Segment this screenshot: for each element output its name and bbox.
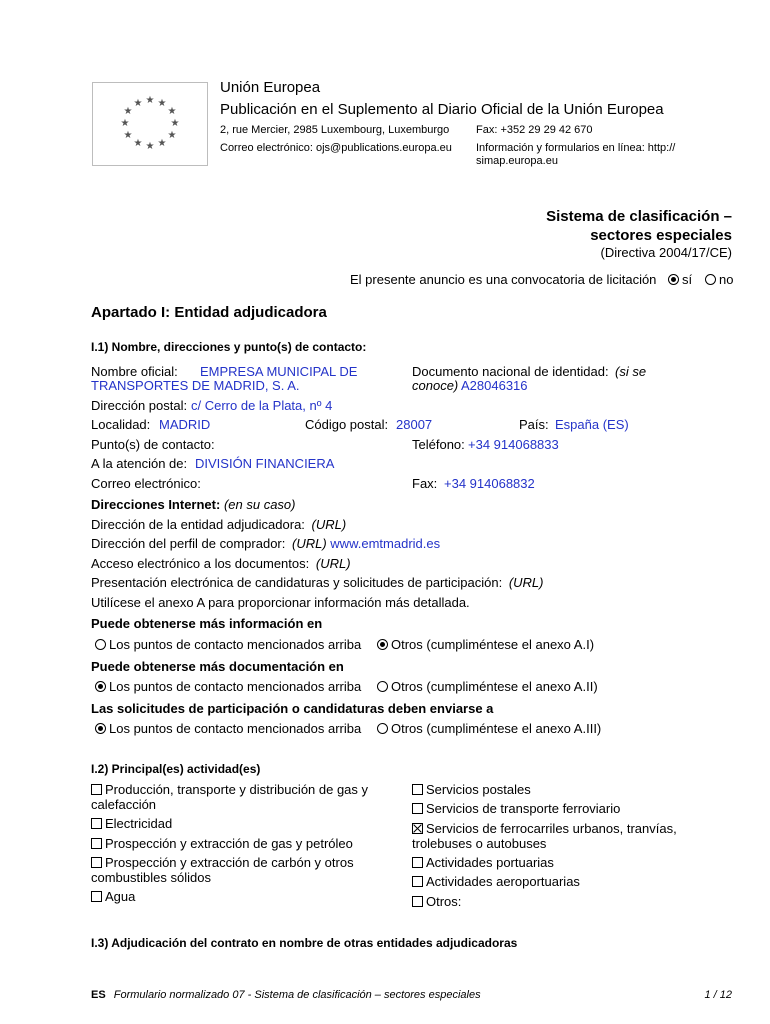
svg-text:★: ★ <box>170 118 180 129</box>
e-submission-url-hint: (URL) <box>508 575 544 590</box>
directive: (Directiva 2004/17/CE) <box>600 245 732 260</box>
activity-label: Otros: <box>426 894 462 909</box>
postal-label: Dirección postal: <box>91 398 188 413</box>
id-hint-1: (si se <box>615 364 647 379</box>
entity-address-url-hint: (URL) <box>311 517 347 532</box>
locality-value: MADRID <box>159 417 211 432</box>
docs-access-label: Acceso electrónico a los documentos: <box>91 556 310 571</box>
option-label: Otros (cumpliméntese el anexo A.III) <box>391 721 602 736</box>
info-line-2: simap.europa.eu <box>476 155 558 167</box>
org-name: Unión Europea <box>220 79 321 96</box>
fax-value: +34 914068832 <box>444 476 535 491</box>
checkbox-icon[interactable] <box>412 876 423 887</box>
id-value: A28046316 <box>461 378 528 393</box>
activity-label-cont: trolebuses o autobuses <box>412 836 547 851</box>
subsection-1-1: I.1) Nombre, direcciones y punto(s) de contacto: <box>91 340 367 354</box>
footer-form: Formulario normalizado 07 - Sistema de clasificación – sectores especiales <box>113 989 481 1001</box>
docs-access-url-hint: (URL) <box>315 556 351 571</box>
svg-text:★: ★ <box>120 118 130 129</box>
entity-address-label: Dirección de la entidad adjudicadora: <box>91 517 305 532</box>
activity-label: Producción, transporte y distribución de gas y <box>105 782 369 797</box>
radio-icon[interactable] <box>95 723 106 734</box>
checkbox-icon[interactable] <box>412 803 423 814</box>
activity-label-cont: calefacción <box>91 797 157 812</box>
footer <box>91 989 481 1001</box>
id-label: Documento nacional de identidad: <box>412 364 609 379</box>
activity-label: Servicios de ferrocarriles urbanos, tranvías, <box>426 821 677 836</box>
phone-value: +34 914068833 <box>468 437 559 452</box>
svg-text:★: ★ <box>167 130 177 141</box>
more-docs-option-other[interactable] <box>377 679 598 694</box>
docs-access-row <box>91 556 351 571</box>
activity-gas[interactable] <box>91 782 381 812</box>
email-label: Correo electrónico: <box>91 476 201 491</box>
title-line-1: Sistema de clasificación – <box>546 208 732 225</box>
checkbox-icon[interactable] <box>412 857 423 868</box>
activity-label: Agua <box>105 889 136 904</box>
eu-flag-stars-icon <box>93 83 207 165</box>
footer-lang: ES <box>91 989 106 1001</box>
svg-text:★: ★ <box>145 95 155 106</box>
checkbox-icon[interactable] <box>412 896 423 907</box>
call-no-option[interactable] <box>705 272 733 287</box>
svg-text:★: ★ <box>133 138 143 149</box>
phone-label: Teléfono: <box>412 437 465 452</box>
contact-label: Punto(s) de contacto: <box>91 437 215 452</box>
buyer-profile-url-hint: (URL) <box>292 536 327 551</box>
email: Correo electrónico: ojs@publications.europa.eu <box>220 142 452 154</box>
activity-water[interactable] <box>91 889 135 904</box>
e-submission-label: Presentación electrónica de candidaturas y solicitudes de participación: <box>91 575 503 590</box>
footer-page: 1 / 12 <box>704 989 732 1001</box>
call-yes-label: sí <box>682 272 693 287</box>
radio-no-icon[interactable] <box>705 274 716 285</box>
activity-urban-transport[interactable] <box>412 821 712 851</box>
activity-label: Electricidad <box>105 816 173 831</box>
fax-label: Fax: <box>412 476 438 491</box>
buyer-profile-row <box>91 536 440 551</box>
activity-oil[interactable] <box>91 836 353 851</box>
subsection-1-2: I.2) Principal(es) actividad(es) <box>91 762 261 776</box>
e-submission-row <box>91 575 543 590</box>
more-info-heading: Puede obtenerse más información en <box>91 616 323 631</box>
id-hint-2: conoce) <box>412 378 459 393</box>
fax: Fax: +352 29 29 42 670 <box>476 124 593 136</box>
checkbox-icon[interactable] <box>91 891 102 902</box>
checkbox-icon[interactable] <box>91 818 102 829</box>
activity-label: Prospección y extracción de gas y petróleo <box>105 836 353 851</box>
subsection-1-3: I.3) Adjudicación del contrato en nombre de otras entidades adjudicadoras <box>91 936 518 950</box>
radio-icon[interactable] <box>95 681 106 692</box>
internet-hint: (en su caso) <box>223 497 296 512</box>
activity-label: Actividades portuarias <box>426 855 554 870</box>
annex-note: Utilícese el anexo A para proporcionar información más detallada. <box>91 595 470 610</box>
official-name-value-2: TRANSPORTES DE MADRID, S. A. <box>91 378 300 393</box>
svg-text:★: ★ <box>157 98 167 109</box>
call-question: El presente anuncio es una convocatoria de licitación <box>350 272 657 287</box>
attention-value: DIVISIÓN FINANCIERA <box>195 456 335 471</box>
radio-yes-icon[interactable] <box>668 274 679 285</box>
option-label: Otros (cumpliméntese el anexo A.I) <box>391 637 595 652</box>
activity-label: Prospección y extracción de carbón y otros <box>105 855 354 870</box>
activity-electricity[interactable] <box>91 816 172 831</box>
internet-row <box>91 497 296 512</box>
country-label: País: <box>519 417 549 432</box>
internet-label: Direcciones Internet: <box>91 497 221 512</box>
option-label: Los puntos de contacto mencionados arriba <box>109 721 362 736</box>
checkbox-icon[interactable] <box>91 784 102 795</box>
activity-rail[interactable] <box>412 801 620 816</box>
activity-postal[interactable] <box>412 782 531 797</box>
attention-label: A la atención de: <box>91 456 188 471</box>
activity-other[interactable] <box>412 894 461 909</box>
svg-text:★: ★ <box>167 106 177 117</box>
section-heading: Apartado I: Entidad adjudicadora <box>91 304 327 321</box>
activity-label: Servicios postales <box>426 782 531 797</box>
more-info-option-contact[interactable] <box>95 637 361 652</box>
option-label: Otros (cumpliméntese el anexo A.II) <box>391 679 598 694</box>
radio-icon[interactable] <box>377 681 388 692</box>
call-no-label: no <box>719 272 734 287</box>
title-line-2: sectores especiales <box>590 227 732 244</box>
locality-label: Localidad: <box>91 417 151 432</box>
checkbox-icon[interactable] <box>91 857 102 868</box>
requests-option-other[interactable] <box>377 721 601 736</box>
svg-text:★: ★ <box>123 130 133 141</box>
svg-text:★: ★ <box>157 138 167 149</box>
buyer-profile-label: Dirección del perfil de comprador: <box>91 536 286 551</box>
official-name-label: Nombre oficial: <box>91 364 178 379</box>
radio-icon[interactable] <box>95 639 106 650</box>
info-line-1: Información y formularios en línea: http:// <box>476 142 676 154</box>
checkbox-checked-icon[interactable] <box>412 823 423 834</box>
radio-icon[interactable] <box>377 723 388 734</box>
buyer-profile-link[interactable]: www.emtmadrid.es <box>330 536 441 551</box>
activity-coal[interactable] <box>91 855 381 885</box>
postal-value: c/ Cerro de la Plata, nº 4 <box>191 398 333 413</box>
svg-text:★: ★ <box>145 141 155 152</box>
checkbox-icon[interactable] <box>91 838 102 849</box>
address: 2, rue Mercier, 2985 Luxembourg, Luxemburgo <box>220 124 450 136</box>
country-value: España (ES) <box>555 417 629 432</box>
more-docs-heading: Puede obtenerse más documentación en <box>91 659 344 674</box>
option-label: Los puntos de contacto mencionados arriba <box>109 637 362 652</box>
svg-text:★: ★ <box>123 106 133 117</box>
call-yes-option[interactable] <box>668 272 692 287</box>
eu-flag-logo <box>92 82 208 166</box>
publication-title: Publicación en el Suplemento al Diario Oficial de la Unión Europea <box>220 101 664 118</box>
entity-address-row <box>91 517 346 532</box>
activity-airports[interactable] <box>412 874 580 889</box>
activity-ports[interactable] <box>412 855 554 870</box>
more-docs-option-contact[interactable] <box>95 679 361 694</box>
svg-text:★: ★ <box>133 98 143 109</box>
activity-label-cont: combustibles sólidos <box>91 870 211 885</box>
radio-icon[interactable] <box>377 639 388 650</box>
checkbox-icon[interactable] <box>412 784 423 795</box>
activity-label: Actividades aeroportuarias <box>426 874 580 889</box>
activity-label: Servicios de transporte ferroviario <box>426 801 621 816</box>
option-label: Los puntos de contacto mencionados arriba <box>109 679 362 694</box>
more-info-option-other[interactable] <box>377 637 594 652</box>
requests-option-contact[interactable] <box>95 721 361 736</box>
postcode-value: 28007 <box>396 417 433 432</box>
requests-heading: Las solicitudes de participación o candidaturas deben enviarse a <box>91 701 494 716</box>
official-name-value-1: EMPRESA MUNICIPAL DE <box>200 364 358 379</box>
postcode-label: Código postal: <box>305 417 389 432</box>
